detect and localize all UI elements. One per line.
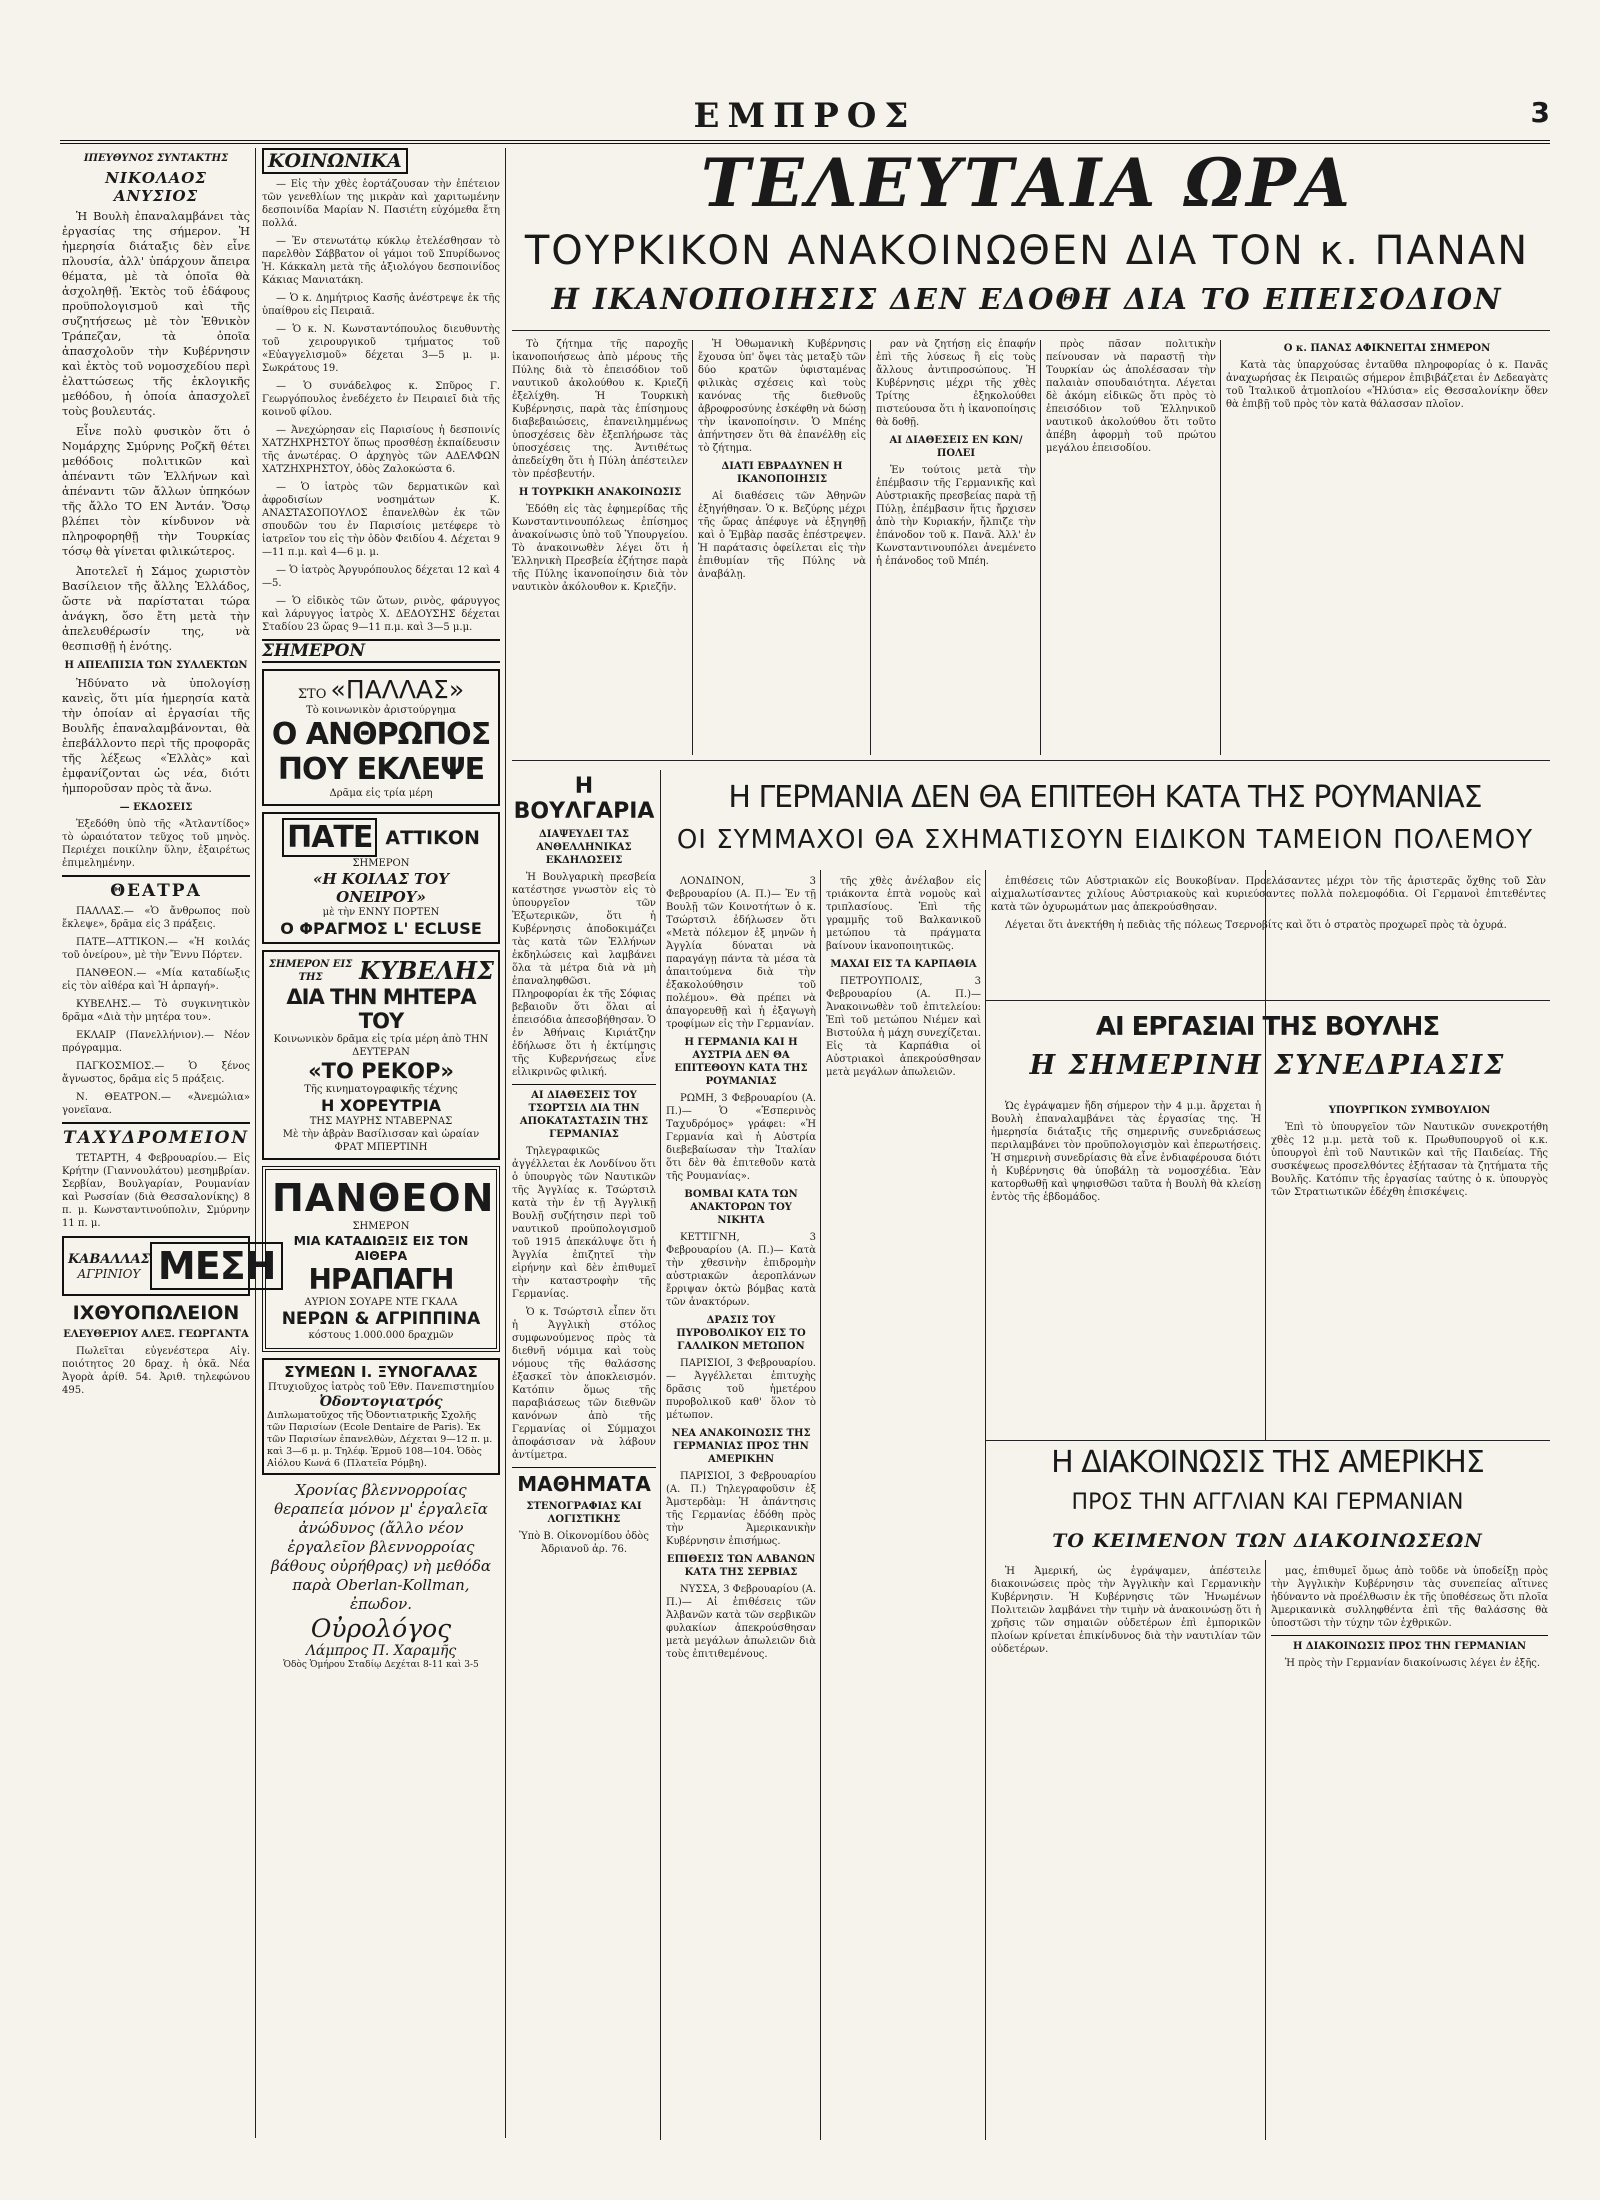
paragraph: Ἀποτελεῖ ἡ Σάμος χωριστὸν Βασίλειον τῆς ἄλλης Ἑλλάδος, ὥστε νὰ παρίσταται τώρα ἀνάγκη, ὅσο ἔτη μετὰ τὴν ἀπελευθέρωσίν της, νὰ θεσπισθῇ ἡ ἑνότης.: [62, 565, 250, 653]
paragraph: τῆς χθὲς ἀνέλαβον εἰς τριάκοντα ἑπτὰ νομοὺς καὶ τριπλασίους. Ἐπὶ τῆς γραμμῆς τοῦ Βαλκανικοῦ μετώπου τὰ πράγματα βαίνουν ἱκανοποιητικῶς.: [826, 876, 981, 952]
theatra-item: ΠΑΤΕ—ΑΤΤΙΚΟΝ.— «Ἡ κοιλάς τοῦ ὀνείρου», μὲ τὴν Ἔννυ Πόρτεν.: [62, 937, 250, 961]
paragraph: ΤΕΤΑΡΤΗ, 4 Φεβρουαρίου.— Εἰς Κρήτην (Γιαννουλάτου) μεσημβρίαν. Σερβίαν, Βουλγαρίαν, Ρουμανίαν καὶ Ρωσσίαν (διὰ Θεσσαλονίκης) 8 π. μ. Κωνσταντινούπολιν, Σμύρνην 11 π. μ.: [62, 1153, 250, 1229]
parliament-column-2: [1271, 1100, 1548, 1435]
paragraph: Τηλεγραφικῶς ἀγγέλλεται ἐκ Λονδίνου ὅτι ὁ ὑπουργὸς τῶν Ναυτικῶν τῆς Ἀγγλίας κ. Τσώρτσιλ κατὰ τὴν ἐν τῇ Ἀγγλικῇ Βουλῇ συζήτησιν περὶ τοῦ ναυτικοῦ προϋπολογισμοῦ τοῦ 1915 ἀπεκάλυψε ὅτι ἡ Ἀγγλία ἐπιζητεῖ τὴν εἰρήνην καὶ δὲν ἐπιθυμεῖ τὴν καταστροφὴν τῆς Γερμανίας.: [512, 1146, 656, 1300]
ad-fish-owner: ΕΛΕΥΘΕΡΙΟΥ ΑΛΕΞ. ΓΕΩΡΓΑΝΤΑ: [63, 1329, 249, 1340]
ad-pantheon-sub2: ΑΥΡΙΟΝ ΣΟΥΑΡΕ ΝΤΕ ΓΚΑΛΑ: [304, 1297, 458, 1308]
column-rule: [1220, 340, 1221, 755]
paragraph: ΚΕΤΤΙΓΝΗ, 3 Φεβρουαρίου (Α. Π.)— Κατὰ τὴν χθεσινὴν ἐπιδρομὴν αὐστριακῶν ἀεροπλάνων ἔρριψαν ὀκτὼ βόμβας κατὰ τῶν ἀνακτόρων.: [666, 1232, 816, 1308]
column-rule: [1040, 340, 1041, 755]
ad-attikon: [262, 812, 500, 944]
lessons-sub: ΣΤΕΝΟΓΡΑΦΙΑΣ ΚΑΙ ΛΟΓΙΣΤΙΚΗΣ: [526, 1501, 642, 1525]
ad-dentist-text: Διπλωματοῦχος τῆς Ὀδοντιατρικῆς Σχολῆς τῶν Παρισίων (Ecole Dentaire de Paris). Ἐκ τῶν Παρισίων ἐπανελθὼν, Δέχεται 9—12 π. μ. καὶ 3—6 μ. μ. Τηλέφ. Ἑρμοῦ 108—104. Ὁδὸς Αἰόλου Κωνά 6 (Πλατεῖα Ρόμβη).: [267, 1410, 493, 1469]
page-number: 3: [1530, 96, 1550, 129]
subheading: ΕΠΙΘΕΣΙΣ ΤΩΝ ΑΛΒΑΝΩΝ ΚΑΤΑ ΤΗΣ ΣΕΡΒΙΑΣ: [666, 1554, 816, 1578]
paragraph: Ἡ Βουλὴ ἐπαναλαμβάνει τὰς ἐργασίας της σήμερον. Ἡ ἡμερησία διάταξις δὲν εἶνε πλουσία, ἀλλ' ὑπάρχουν ἄπειρα θέματα, μὲ τὰ ὁποῖα θὰ ἀσχοληθῇ. Ἐκτὸς τοῦ ἐδάφους προϋπολογισμοῦ καὶ τῆς συζητήσεως μὲ τὸν Ἐθνικὸν Τράπεζαν, τὰ ὁποῖα ἀπασχολοῦν τὴν Κυβέρνησιν καὶ ἐκτὸς τοῦ νομοσχεδίου περὶ ἐλαττώσεως τῆς ἐκλογικῆς μεθόδου, ἡ ὁποία ἀπασχολεῖ τοὺς βουλευτάς.: [62, 210, 250, 418]
paragraph: Πωλεῖται εὐγενέστερα Αἰγ. ποιότητος 20 δραχ. ἡ ὀκᾶ. Νέα Ἀγορὰ ἀρίθ. 54. Ἀριθ. τηλεφώνου 495.: [62, 1346, 250, 1396]
ad-urology-addr: Ὁδὸς Ὁμήρου Σταδίῳ Δεχέται 8-11 καὶ 3-5: [283, 1660, 479, 1670]
germany-column-1: [666, 875, 816, 2140]
paragraph: Ἡ πρὸς τὴν Γερμανίαν διακοίνωσις λέγει ἐν ἐξῆς.: [1285, 1658, 1541, 1669]
ad-dentist: [262, 1358, 500, 1475]
paragraph: Ἐξεδόθη ὑπὸ τῆς «Ἀτλαντίδος» τὸ ὡραιότατον τεῦχος τοῦ μηνὸς. Περιέχει ποικίλην ὕλην, ἐξαιρέτως ἐπιμελημένην.: [62, 819, 250, 869]
subheading: ΒΟΜΒΑΙ ΚΑΤΑ ΤΩΝ ΑΝΑΚΤΟΡΩΝ ΤΟΥ ΝΙΚΗΤΑ: [684, 1189, 798, 1226]
parliament-headline: ΑΙ ΕΡΓΑΣΙΑΙ ΤΗΣ ΒΟΥΛΗΣ: [1095, 1012, 1440, 1042]
paragraph: ΠΑΡΙΣΙΟΙ, 3 Φεβρουαρίου (Α. Π.) Τηλεγραφοῦσιν ἐξ Ἀμστερδὰμ: Ἡ ἀπάντησις τῆς Γερμανίας ἐδόθη πρὸς τὴν Ἀμερικανικὴν Κυβέρνησιν ἐπισήμως.: [666, 1471, 816, 1547]
subheading: Η ΤΟΥΡΚΙΚΗ ΑΝΑΚΟΙΝΩΣΙΣ: [518, 487, 682, 498]
column-rule: [505, 148, 506, 2138]
paragraph: Ὡς ἐγράψαμεν ἤδη σήμερον τὴν 4 μ.μ. ἄρχεται ἡ Βουλὴ ἐπαναλαμβάνει τὰς ἐργασίας της. Ἡ ἡμερησία διάταξις τῆς σημερινῆς συνεδριάσεως περιλαμβάνει τὸν προϋπολογισμὸν καὶ ἐπερωτήσεις. Ἡ σημερινὴ συνεδρίασις θὰ εἶνε ἐνδιαφέρουσα διότι ἡ Κυβέρνησις θὰ ὑποβάλῃ τὰ νομοσχέδια. Ἐὰν κατορθωθῇ καὶ ψηφισθῶσι ταῦτα ἡ Βουλὴ θὰ κλείσῃ ἐντὸς τῆς ἑβδομάδος.: [991, 1101, 1261, 1203]
turk-column-1: [512, 338, 688, 758]
parliament-column-1: [991, 1100, 1261, 1435]
ad-pantheon-sub: ΣΗΜΕΡΟΝ: [352, 1221, 410, 1232]
germany-subheadline: ΟΙ ΣΥΜΜΑΧΟΙ ΘΑ ΣΧΗΜΑΤΙΣΟΥΝ ΕΙΔΙΚΟΝ ΤΑΜΕΙΟΝ ΠΟΛΕΜΟΥ: [676, 825, 1534, 855]
simeron-heading: ΣΗΜΕΡΟΝ: [262, 639, 500, 663]
subheading: Η ΑΠΕΛΠΙΣΙΑ ΤΩΝ ΣΥΛΛΕΚΤΩΝ: [64, 660, 248, 671]
paragraph: — Εἰς τὴν χθὲς ἑορτάζουσαν τὴν ἐπέτειον τῶν γενεθλίων της μικρὰν καὶ χαριτωμένην δεσποινίδα Μαρίαν Ν. Πασιέτη εὐχόμεθα ἔτη πολλά.: [262, 179, 500, 229]
paragraph: ΡΩΜΗ, 3 Φεβρουαρίου (Α. Π.)— Ὁ «Ἑσπερινὸς Ταχυδρόμος» γράφει: «Ἡ Γερμανία καὶ ἡ Αὐστρία διεβεβαίωσαν τὴν Ἰταλίαν ὅτι δὲν θὰ ἐπιτεθοῦν κατὰ τῆς Ρουμανίας».: [666, 1093, 816, 1182]
editor-header: ΙΠΕΥΘΥΝΟΣ ΣΥΝΤΑΚΤΗΣ: [83, 153, 229, 164]
subheading: — ΕΚΔΟΣΕΙΣ: [119, 802, 193, 813]
paragraph: Ἡ Βουλγαρικὴ πρεσβεία κατέστησε γνωστὸν εἰς τὸ ὑπουργεῖον τῶν Ἐξωτερικῶν, ὅτι ἡ Κυβέρνησις ἀποδοκιμάζει τὰς κατὰ τῶν Ἑλλήνων ἐκδηλώσεις καὶ λαμβάνει ὅλα τὰ μέτρα διὰ νὰ μὴ ἐπαναληφθῶσι. Πληροφορίαι ἐκ τῆς Σόφιας βεβαιοῦν ὅτι ὅλαι αἱ ἐπεισόδια ἀπεσοβήθησαν. Ὁ ἐν Ἀθήναις Κιριάτζην ἐδήλωσε ὅτι ἡ ἐκτίμησις τῆς Κυβερνήσεως εἶνε εἰλικρινῶς φιλική.: [512, 872, 656, 1078]
ad-urology-title: Οὐρολόγος: [310, 1614, 452, 1643]
ad-pallas-sub: Τὸ κοινωνικὸν ἀριστούργημα: [306, 705, 456, 716]
paragraph: ΠΑΡΙΣΙΟΙ, 3 Φεβρουαρίου.— Ἀγγέλλεται ἐπιτυχὴς δρᾶσις τοῦ ἡμετέρου πυροβολικοῦ καθ' ὅλον τὸ μέτωπον.: [666, 1358, 816, 1421]
lessons-title: ΜΑΘΗΜΑΤΑ: [512, 1467, 656, 1496]
ad-pallas: [262, 669, 500, 806]
ad-dentist-role: Ὀδοντογιατρός: [319, 1394, 443, 1410]
america-column-2: [1271, 1565, 1548, 2140]
turk-column-2: [698, 338, 866, 758]
subheading: ΥΠΟΥΡΓΙΚΟΝ ΣΥΜΒΟΥΛΙΟΝ: [1328, 1105, 1491, 1116]
germany-headline: Η ΓΕΡΜΑΝΙΑ ΔΕΝ ΘΑ ΕΠΙΤΕΘΗ ΚΑΤΑ ΤΗΣ ΡΟΥΜΑΝΙΑΣ: [728, 780, 1482, 815]
editor-name: ΝΙΚΟΛΑΟΣ ΑΝΥΣΙΟΣ: [105, 169, 207, 205]
ad-kavala-agrinio: ΑΓΡΙΝΙΟΥ: [77, 1266, 141, 1281]
america-headline: Η ΔΙΑΚΟΙΝΩΣΙΣ ΤΗΣ ΑΜΕΡΙΚΗΣ: [1051, 1445, 1484, 1480]
paragraph: Ἡ Ἀμερική, ὡς ἐγράψαμεν, ἀπέστειλε διακοινώσεις πρὸς τὴν Ἀγγλικὴν καὶ Γερμανικὴν Κυβέρνησιν. Ἡ Κυβέρνησις τῶν Ἡνωμένων Πολιτειῶν λαμβάνει τὴν τιμὴν νὰ ἀνακοινώσῃ ὅτι ἡ χρῆσις τῶν σημαιῶν οὐδετέρων ἐπὶ ἐμπορικῶν πλοίων κρίνεται ἐπικίνδυνος διὰ τὴν ναυτιλίαν τῶν οὐδετέρων.: [991, 1566, 1261, 1655]
bulgaria-column: [512, 770, 656, 2140]
ad-kyveli-film-sub: Τῆς κινηματογραφικῆς τέχνης: [304, 1084, 458, 1095]
theatra-item: Ν. ΘΕΑΤΡΟΝ.— «Ἀνεμώλια» γονεῖανα.: [62, 1092, 250, 1116]
theatra-list: [62, 905, 250, 1117]
ad-pallas-title2: ΠΟΥ ΕΚΛΕΨΕ: [277, 752, 485, 787]
paragraph: — Ὁ κ. Ν. Κωνσταντόπουλος διευθυντὴς τοῦ χειρουργικοῦ τμήματος τοῦ «Εὐαγγελισμοῦ» δέχεται 3—5 μ. μ. Σωκράτους 19.: [262, 324, 500, 374]
subheading: ΜΑΧΑΙ ΕΙΣ ΤΑ ΚΑΡΠΑΘΙΑ: [830, 959, 977, 970]
bulgaria-sub: ΔΙΑΨΕΥΔΕΙ ΤΑΣ ΑΝΘΕΛΛΗΝΙΚΑΣ ΕΚΔΗΛΩΣΕΙΣ: [536, 829, 632, 866]
ad-dentist-sub: Πτυχιοῦχος ἰατρὸς τοῦ Ἐθν. Πανεπιστημίου: [267, 1382, 495, 1393]
paragraph: Εἶνε πολὺ φυσικὸν ὅτι ὁ Νομάρχης Σμύρνης Ροζκῆ θέτει μεθόδοις πολιτικῶν καὶ ἀπέναντι τῶν Ἑλλήνων καὶ ἀπέναντι τῶν ἄλλων ὑπηκόων τῆς ἄλλο ΤΟ ΕΝ Ἀντάν. Ὅσῳ βλέπει τὸν κίνδυνον νὰ πληροφορηθῇ τὴν Τουρκίας τόσῳ θὰ γίνεται φιλικώτερος.: [62, 425, 250, 558]
ad-kyveli-title: ΔΙΑ ΤΗΝ ΜΗΤΕΡΑ ΤΟΥ: [286, 985, 476, 1033]
america-deck: ΤΟ ΚΕΙΜΕΝΟΝ ΤΩΝ ΔΙΑΚΟΙΝΩΣΕΩΝ: [1052, 1530, 1483, 1552]
ad-kyveli-foot: Μὲ τὴν ἀβρὰν Βασίλισσαν καὶ ὡραίαν ΦΡΑΤ ΜΠΕΡΤΙΝΗ: [282, 1129, 480, 1153]
column-rule: [660, 770, 661, 2140]
ad-urology-name: Λάμπρος Π. Χαραμῆς: [305, 1643, 457, 1659]
ad-kyveli-sub: Κοινωνικὸν δρᾶμα εἰς τρία μέρη ἀπὸ ΤΗΝ ΔΕΥΤΕΡΑΝ: [273, 1034, 489, 1058]
ad-kyveli-film2: Η ΧΟΡΕΥΤΡΙΑ: [320, 1096, 442, 1115]
paragraph: Ἡ Ὀθωμανικὴ Κυβέρνησις ἔχουσα ὑπ' ὄψει τὰς μεταξὺ τῶν δύο κρατῶν ὑφισταμένας φιλικὰς σχέσεις καὶ τοὺς κανόνας τῆς διεθνοῦς ἀβροφροσύνης ἐσκέφθη νὰ δώσῃ τὴν ἱκανοποίησιν. Ὁ Μπέης ἀπήντησεν ὅτι θὰ ἐπανέλθῃ εἰς τὸ ζήτημα.: [698, 339, 866, 454]
america-column-1: [991, 1565, 1261, 2140]
ad-kyveli-pre: ΣΗΜΕΡΟΝ ΕΙΣ ΤΗΣ: [268, 958, 353, 983]
paragraph: Ἐν τούτοις μετὰ τὴν ἐπέμβασιν τῆς Γερμανικῆς καὶ Αὐστριακῆς πρεσβείας παρὰ τῇ Πύλῃ, ἐπέμβασιν ἥτις ἤρχισεν ἀπὸ τὴν Κυριακήν, ἤλπιζε τὴν ἐπάνοδον τοῦ κ. Πανᾶ. Ἀλλ' ἐν Κωνσταντινουπόλει ἀνεμένετο ἡ ἐπάνοδος τοῦ Μπέη.: [876, 465, 1036, 567]
paragraph: Κατὰ τὰς ὑπαρχούσας ἐνταῦθα πληροφορίας ὁ κ. Πανᾶς ἀναχωρήσας ἐκ Πειραιῶς σήμερον ἐπιβιβάζεται ἐν Δεδεαγὰτς τοῦ Ἰταλικοῦ ἀτμοπλοίου «Ἠλύσια» εἰς Θεσσαλονίκην ὅθεν θὰ ἐπιβῇ τοῦ πρὸς τὸν κατὰ θάλασσαν πλοῖον.: [1226, 360, 1548, 410]
theatra-item: ΕΚΛΑΙΡ (Πανελλήνιον).— Νέον πρόγραμμα.: [62, 1030, 250, 1054]
ad-pantheon-title: ΜΙΑ ΚΑΤΑΔΙΩΞΙΣ ΕΙΣ ΤΟΝ ΑΙΘΕΡΑ: [293, 1233, 469, 1263]
ad-pallas-name: «ΠΑΛΛΑΣ»: [330, 675, 465, 704]
churchill-sub: ΑΙ ΔΙΑΘΕΣΕΙΣ ΤΟΥ ΤΣΩΡΤΣΙΛ ΔΙΑ ΤΗΝ ΑΠΟΚΑΤΑΣΤΑΣΙΝ ΤΗΣ ΓΕΡΜΑΝΙΑΣ: [512, 1084, 656, 1141]
parliament-subheadline: Η ΣΗΜΕΡΙΝΗ ΣΥΝΕΔΡΙΑΣΙΣ: [1029, 1050, 1506, 1081]
paragraph: — Ὁ εἰδικὸς τῶν ὤτων, ρινὸς, φάρυγγος καὶ λάρυγγος ἰατρὸς Χ. ΔΕΔΟΥΣΗΣ δέχεται Σταδίου 23 ὥρας 9—11 π.μ. καὶ 3—5 μ.μ.: [262, 596, 500, 633]
germany-column-2: [826, 875, 981, 2140]
column-rule: [692, 340, 693, 755]
main-deck: Η ΙΚΑΝΟΠΟΙΗΣΙΣ ΔΕΝ ΕΔΟΘΗ ΔΙΑ ΤΟ ΕΠΕΙΣΟΔΙΟΝ: [551, 282, 1503, 316]
ad-attikon-plus: Ο ΦΡΑΓΜΟΣ L' ECLUSE: [280, 919, 482, 938]
ad-attikon-film: «Η ΚΟΙΛΑΣ ΤΟΥ ΟΝΕΙΡΟΥ»: [313, 870, 449, 906]
ad-dentist-name: ΣΥΜΕΩΝ Ι. ΞΥΝΟΓΑΛΑΣ: [284, 1363, 478, 1381]
ad-pallas-title1: Ο ΑΝΘΡΩΠΟΣ: [271, 717, 491, 752]
ad-kavala-right: ΜΕΣΗ: [150, 1242, 284, 1290]
ad-pantheon: [262, 1166, 500, 1352]
paragraph: πρὸς πᾶσαν πολιτικὴν πείνουσαν νὰ παραστῇ τὴν Τουρκίαν ὡς ἀπολέσασαν τὴν παλαιὰν σπουδαιότητα. Λέγεται δὲ ἀκόμη εἰδικῶς ὅτι πρὸς τὸ ἐπεισόδιον τοῦ Ἑλληνικοῦ ναυτικοῦ ἀκολούθου ὅτι τοῦτο ἀπέβη ἀφορμὴ τοῦ πρώτου μεγάλου ἐπεισοδίου.: [1046, 339, 1216, 454]
section-rule: [985, 1000, 1550, 1001]
ad-kavala: [62, 1236, 276, 1296]
subheading: ΑΙ ΔΙΑΘΕΣΕΙΣ ΕΝ ΚΩΝ/ΠΟΛΕΙ: [889, 435, 1023, 459]
theatra-item: ΠΑΛΛΑΣ.— «Ὁ ἄνθρωπος ποὺ ἔκλεψε», δρᾶμα εἰς 3 πράξεις.: [62, 906, 250, 930]
paragraph: ραν νὰ ζητήσῃ εἰς ἐπαφήν ἐπὶ τῆς λύσεως ἢ εἰς τοὺς ἄλλους ἀντιπροσώπους. Ἡ Κυβέρνησις μέχρι τῆς χθὲς Τρίτης ἐξηκολούθει πιστεύουσα ὅτι ἡ ἱκανοποίησις θὰ δοθῇ.: [876, 339, 1036, 428]
ad-urology-text: Χρονίας βλεννορροίας θεραπεία μόνον μ' ἐργαλεῖα ἀνώδυνος (ἄλλο νέον ἐργαλεῖον βλεννορροίας βάθους οὐρήθρας) νὴ μεθόδα παρὰ Oberlan-Kollman, ἐπωδον.: [271, 1481, 491, 1613]
subheading: Η ΔΙΑΚΟΙΝΩΣΙΣ ΠΡΟΣ ΤΗΝ ΓΕΡΜΑΝΙΑΝ: [1271, 1635, 1548, 1653]
theatra-title: ΘΕΑΤΡΑ: [62, 875, 250, 901]
paragraph: Ὁ κ. Τσώρτσιλ εἶπεν ὅτι ἡ Ἀγγλικὴ στόλος συμφωνούμενος πρὸς τὰ διεθνῆ νόμιμα καὶ τοὺς νόμους τῆς θαλάσσης ἐξασκεῖ τὸν ἀποκλεισμόν. Κατόπιν ὅμως τῆς παραβιάσεως τῶν διεθνῶν κανόνων ἀπὸ τῆς Γερμανίας οἱ Σύμμαχοι ἀποφάσισαν νὰ λάβουν ἀντίμετρα.: [512, 1307, 656, 1461]
paragraph: Ἐπὶ τὸ ὑπουργεῖον τῶν Ναυτικῶν συνεκροτήθη χθὲς 12 μ.μ. μετὰ τοῦ κ. Πρωθυπουργοῦ οἱ κ.κ. ὑπουργοὶ ἐπὶ τοῦ Ναυτικῶν καὶ τῆς Παιδείας. Τῆς συσκέψεως προσελθόντες ἐξήτασαν τὰ ζητήματα τῆς Βουλῆς. Κατόπιν τῆς ἐργασίας ταύτης ὁ κ. ὑπουργὸς τῶν Στρατιωτικῶν ἐδέχθη ἐπισκέψεις.: [1271, 1122, 1548, 1198]
ad-kyveli: [262, 950, 500, 1160]
column-rule: [870, 340, 871, 755]
section-rule: [512, 330, 1550, 331]
turk-column-5: [1226, 338, 1548, 758]
main-headline: ΤΕΛΕΥΤΑΙΑ ΩΡΑ: [700, 144, 1353, 222]
post-title: ΤΑΧΥΔΡΟΜΕΙΟΝ: [62, 1122, 250, 1148]
paragraph: Ἠδύνατο νὰ ὑπολογίσῃ κανεὶς, ὅτι μία ἡμερησία κατὰ τὴν ὁποίαν αἱ ἐργασίαι τῆς Βουλῆς ἐπαναλαμβάνονται, θὰ ἐπεβάλλοντο περὶ τῆς προφορᾶς τῆς λέξεως «Ἑλλὰς» καὶ ἐμφανίζονται ὡς νέα, διότι ἠμποροῦσαν πρὸς τὰ ἄνω.: [62, 677, 250, 795]
turk-column-4: [1046, 338, 1216, 758]
ad-pantheon-name: ΠΑΝΘΕΟΝ: [272, 1176, 495, 1220]
ad-pantheon-title2: ΗΡΑΠΑΓΗ: [308, 1263, 454, 1296]
paragraph: ἐπιθέσεις τῶν Αὐστριακῶν εἰς Βουκοβίναν. Προελάσαντες μέχρι τὸν τῆς ἀριστερᾶς ὄχθης τοῦ Σὰν αἰχμαλωτίσαντες χιλίους Αὐστριακοὺς καὶ κυριεύσαντες πολλὰ πολεμοφόδια. Οἱ Γερμανοὶ ἐπιτεθέντες κατὰ τῶν ὀχυρωμάτων μας ἀπεκρούσθησαν.: [991, 876, 1546, 913]
paragraph: — Ὁ συνάδελφος κ. Σπῦρος Γ. Γεωργόπουλος ἐνεδέχετο ἐν Πειραιεῖ διὰ τῆς κοινοῦ φίλου.: [262, 381, 500, 418]
paragraph: Αἱ διαθέσεις τῶν Ἀθηνῶν ἐξηγήθησαν. Ὁ κ. Βεζύρης μέχρι τῆς ὥρας ἀπέφυγε νὰ ἐξηγηθῇ καὶ ὁ Ἐμβὰρ πασᾶς ἐπέστρεψεν. Ἡ παράτασις ὀφείλεται εἰς τὴν ἐπιθυμίαν τῆς Πύλης νὰ ἀναβάλῃ.: [698, 491, 866, 580]
germany-column-3: [991, 875, 1546, 1000]
ad-pallas-foot: Δρᾶμα εἰς τρία μέρη: [329, 788, 433, 799]
paragraph: — Ὁ ἰατρὸς Ἀργυρόπουλος δέχεται 12 καὶ 4—5.: [262, 565, 500, 589]
paragraph: μας, ἐπιθυμεῖ ὅμως ἀπὸ τοῦδε νὰ ὑποδείξῃ πρὸς τὴν Ἀγγλικὴν Κυβέρνησιν τὰς συνεπείας αἵτινες ἠδύναντο νὰ προέλθωσιν ἐκ τῆς ὑποθέσεως ὅτι πλοῖα Ἀμερικανικὰ συλληφθέντα ἐπὶ τῆς θαλάσσης θὰ ὑποστῶσι τὴν τύχην τῶν ἐχθρικῶν.: [1271, 1566, 1548, 1629]
paragraph: — Ἐν στενωτάτῳ κύκλῳ ἐτελέσθησαν τὸ παρελθὸν Σάββατον οἱ γάμοι τοῦ Σπυρίδωνος Ἡ. Κάκκαλη μετὰ τῆς ἀξιολόγου δεσποινίδος Κάκιας Μανιατάκη.: [262, 236, 500, 286]
theatra-item: ΠΑΓΚΟΣΜΙΟΣ.— Ὁ ξένος ἄγνωστος, δρᾶμα εἰς 5 πράξεις.: [62, 1061, 250, 1085]
america-subheadline: ΠΡΟΣ ΤΗΝ ΑΓΓΛΙΑΝ ΚΑΙ ΓΕΡΜΑΝΙΑΝ: [1071, 1490, 1464, 1515]
column-rule: [820, 870, 821, 2140]
paragraph: — Ὁ ἰατρὸς τῶν δερματικῶν καὶ ἀφροδισίων νοσημάτων Κ. ΑΝΑΣΤΑΣΟΠΟΥΛΟΣ ἐπανελθὼν ἐκ τῶν σπουδῶν του ἐν Παρισίοις μετέφερε τὸ ἰατρεῖον του εἰς τὴν ὁδὸν Φειδίου 4. Δέχεται 9—11 π.μ. καὶ 4—6 μ. μ.: [262, 482, 500, 558]
ad-kyveli-film2-sub: ΤΗΣ ΜΑΥΡΗΣ ΝΤΑΒΕΡΝΑΣ: [309, 1116, 453, 1127]
section-rule: [512, 760, 1550, 761]
lessons-text: Ὑπὸ Β. Οἰκονομίδου ὁδὸς Ἀδριανοῦ ἀρ. 76.: [519, 1531, 649, 1555]
paragraph: Ἐδόθη εἰς τὰς ἐφημερίδας τῆς Κωνσταντινουπόλεως ἐπίσημος ἀνακοίνωσις ὑπὸ τοῦ Ὑπουργείου. Τὸ ἀνακοινωθὲν λέγει ὅτι ἡ Ἑλληνικὴ Πρεσβεία ἐζήτησε παρὰ τῆς Πύλης ἱκανοποίησιν διὰ τὸν ναυτικὸν ἀκόλουθον κ. Κριεζῆν.: [512, 504, 688, 593]
koinonika-title: ΚΟΙΝΩΝΙΚΑ: [262, 148, 408, 174]
ad-pantheon-title3: ΝΕΡΩΝ & ΑΓΡΙΠΠΙΝΑ: [281, 1309, 481, 1329]
subheading: Η ΓΕΡΜΑΝΙΑ ΚΑΙ Η ΑΥΣΤΡΙΑ ΔΕΝ ΘΑ ΕΠΙΤΕΘΟΥΝ ΚΑΤΑ ΤΗΣ ΡΟΥΜΑΝΙΑΣ: [674, 1037, 808, 1087]
theatra-item: ΚΥΒΕΛΗΣ.— Τὸ συγκινητικὸν δρᾶμα «Διὰ τὴν μητέρα του».: [62, 999, 250, 1023]
paragraph: ΝΥΣΣΑ, 3 Φεβρουαρίου (Α. Π.)— Αἱ ἐπιθέσεις τῶν Ἀλβανῶν κατὰ τῶν σερβικῶν φυλακίων ἀπεκρούσθησαν μετὰ μεγάλων ἀπωλειῶν διὰ τοὺς ἐπιτιθεμένους.: [666, 1584, 816, 1660]
turk-column-3: [876, 338, 1036, 758]
column-editorial: [62, 148, 276, 2138]
column-social-ads: [262, 148, 500, 2138]
ad-kavala-left: ΚΑΒΑΛΛΑΣ: [68, 1251, 150, 1267]
subheading: ΔΙΑΤΙ ΕΒΡΑΔΥΝΕΝ Η ΙΚΑΝΟΠΟΙΗΣΙΣ: [721, 461, 843, 485]
ad-fish-title: ΙΧΘΥΟΠΩΛΕΙΟΝ: [72, 1302, 240, 1324]
ad-attikon-sub: ΣΗΜΕΡΟΝ: [352, 858, 410, 869]
paragraph: — Ὁ κ. Δημήτριος Κασῆς ἀνέστρεψε ἐκ τῆς ὑπαίθρου εἰς Πειραιᾶ.: [262, 293, 500, 317]
masthead: [60, 90, 1550, 144]
subheading: ΔΡΑΣΙΣ ΤΟΥ ΠΥΡΟΒΟΛΙΚΟΥ ΕΙΣ ΤΟ ΓΑΛΛΙΚΟΝ ΜΕΤΩΠΟΝ: [676, 1315, 806, 1352]
column-rule: [1265, 1560, 1266, 2140]
ad-pantheon-cost: κόστους 1.000.000 δραχμῶν: [308, 1330, 454, 1341]
ad-attikon-name: ΑΤΤΙΚΟΝ: [385, 826, 480, 849]
newspaper-name: ΕΜΠΡΟΣ: [693, 96, 917, 136]
ad-kyveli-name: ΚΥΒΕΛΗΣ: [359, 956, 494, 985]
paragraph: ΛΟΝΔΙΝΟΝ, 3 Φεβρουαρίου (Α. Π.)— Ἐν τῇ Βουλῇ τῶν Κοινοτήτων ὁ κ. Τσώρτσιλ ἐδήλωσεν ὅτι «Μετὰ πόλεμον ἐξ μηνῶν ἡ Ἀγγλία δύναται νὰ παραγάγῃ πάντα τὰ μέσα τὰ ἀπαιτούμενα διὰ τὴν ἐξακολούθησιν τοῦ πολέμου». Θὰ πρέπει νὰ ἀπαγορευθῇ καὶ ἡ ἐξαγωγὴ τροφίμων εἰς τὴν Γερμανίαν.: [666, 876, 816, 1030]
subheading: Ο κ. ΠΑΝΑΣ ΑΦΙΚΝΕΙΤΑΙ ΣΗΜΕΡΟΝ: [1283, 343, 1491, 354]
ad-pallas-pre: ΣΤΟ: [297, 687, 327, 702]
ad-kyveli-film: «ΤΟ ΡΕΚΟΡ»: [308, 1059, 454, 1083]
paragraph: Λέγεται ὅτι ἀνεκτήθη ἡ πεδιὰς τῆς πόλεως Τσερνοβίτς καὶ ὅτι ὁ στρατὸς προχωρεῖ πρὸς τὰ ὀχυρά.: [1005, 920, 1507, 931]
paragraph: — Ἀνεχώρησαν εἰς Παρισίους ἡ δεσποινίς ΧΑΤΖΗΧΡΗΣΤΟΥ ὅπως προσθέσῃ ἐκπαίδευσιν τῆς ἀνωτέρας. Ο ἀρχηγὸς τῶν ΑΔΕΛΦΩΝ ΧΑΤΖΗΧΡΗΣΤΟΥ, ὁδὸς Ζαλοκώστα 6.: [262, 425, 500, 475]
subheading: ΝΕΑ ΑΝΑΚΟΙΝΩΣΙΣ ΤΗΣ ΓΕΡΜΑΝΙΑΣ ΠΡΟΣ ΤΗΝ ΑΜΕΡΙΚΗΝ: [671, 1428, 811, 1465]
theatra-item: ΠΑΝΘΕΟΝ.— «Μία καταδίωξις εἰς τὸν αἰθέρα καὶ Ἡ ἁρπαγή».: [62, 968, 250, 992]
ad-attikon-star: μὲ τὴν ΕΝΝΥ ΠΟΡΤΕΝ: [322, 907, 440, 918]
paragraph: ΠΕΤΡΟΥΠΟΛΙΣ, 3 Φεβρουαρίου (Α. Π.)— Ἀνακοινωθὲν τοῦ ἐπιτελείου: Ἐπὶ τοῦ μετώπου Νιέμεν καὶ Βιστούλα ἡ μάχη συνεχίζεται. Εἰς τὰ Καρπάθια οἱ Αὐστριακοὶ ἀπεκρούσθησαν μετὰ μεγάλων ἀπωλειῶν.: [826, 976, 981, 1078]
ad-attikon-brand: ΠΑΤΕ: [282, 818, 377, 857]
column-rule: [255, 148, 256, 2138]
paragraph: Τὸ ζήτημα τῆς παροχῆς ἱκανοποιήσεως ἀπὸ μέρους τῆς Πύλης διὰ τὸ ἐπεισόδιον τοῦ ναυτικοῦ ἀκολούθου κ. Κριεζῆ ἐξελίχθη. Ἡ Τουρκικὴ Κυβέρνησις, παρὰ τὰς ἐπίσημους διαβεβαιώσεις, ἐπανειλημμένως ὑποσχέσεις δὲν ἐξεπλήρωσε τὰς ὑποσχέσεις της. Ἀντιθέτως ἀπεδείχθη ὅτι ἡ Πύλη ἀπέστειλεν τὸν πρέσβευτήν.: [512, 339, 688, 480]
section-rule: [985, 1440, 1550, 1441]
bulgaria-title: Η ΒΟΥΛΓΑΡΙΑ: [513, 774, 655, 824]
main-subheadline: ΤΟΥΡΚΙΚΟΝ ΑΝΑΚΟΙΝΩΘΕΝ ΔΙΑ ΤΟΝ κ. ΠΑΝΑΝ: [524, 228, 1530, 274]
